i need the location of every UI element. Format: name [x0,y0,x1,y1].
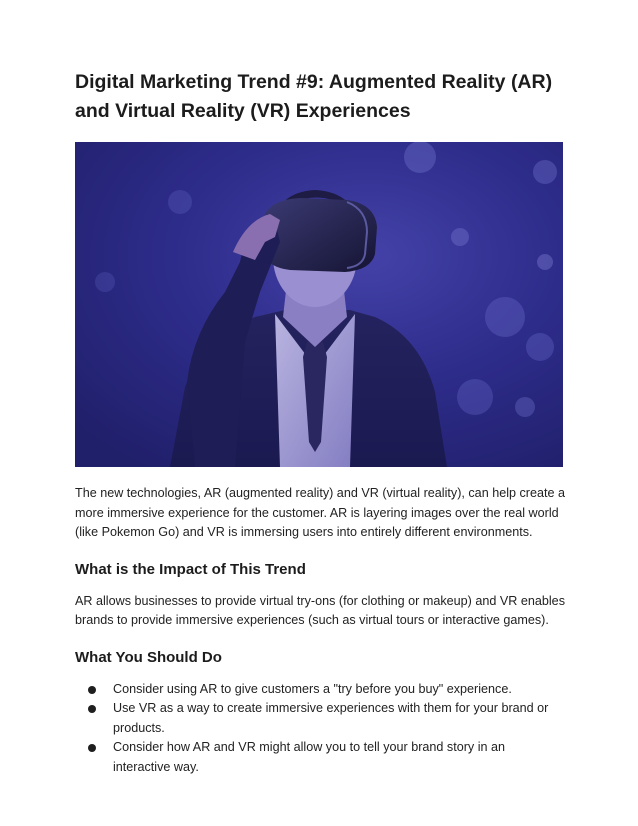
list-item-text: Consider how AR and VR might allow you to tell your brand story in an interactive way. [113,740,506,774]
actions-list [75,680,565,778]
vr-headset-photo [75,142,563,467]
bullet-icon [88,686,96,694]
list-item-text: Consider using AR to give customers a "try before you buy" experience. [113,681,512,696]
vr-person-illustration [75,142,563,467]
list-item-text: Use VR as a way to create immersive experiences with them for your brand or products. [113,701,549,735]
impact-heading: What is the Impact of This Trend [75,560,306,578]
intro-paragraph: The new technologies, AR (augmented reality) and VR (virtual reality), can help create a more immersive experience for the customer. AR is layering images over the real world (like Pokemon Go) and VR is immersing users into entirely different environments. [75,486,566,539]
list-item [75,738,565,777]
list-item [75,680,565,700]
document-page [75,68,565,777]
bullet-icon [88,705,96,713]
list-item [75,699,565,738]
impact-paragraph: AR allows businesses to provide virtual try-ons (for clothing or makeup) and VR enables brands to provide immersive experiences (such as virtual tours or interactive games). [75,593,565,627]
actions-heading: What You Should Do [75,648,222,666]
page-title: Digital Marketing Trend #9: Augmented Reality (AR) and Virtual Reality (VR) Experiences [75,71,553,122]
bullet-icon [88,744,96,752]
